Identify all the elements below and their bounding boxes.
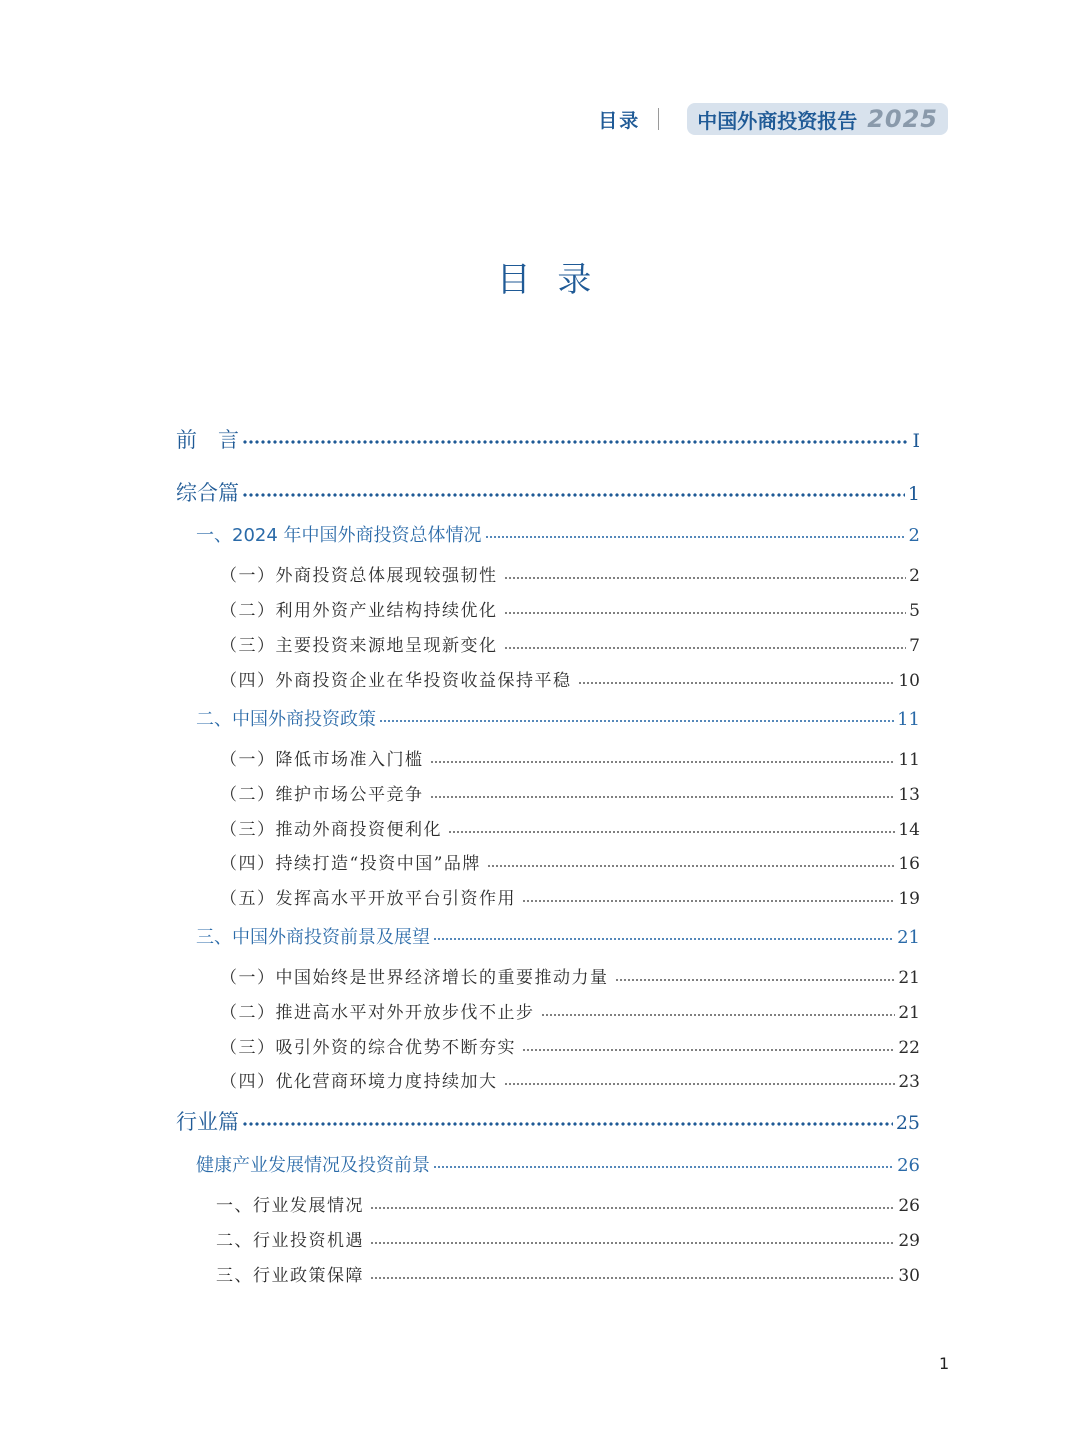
report-year: 2025 [867, 105, 938, 133]
dot-leader [430, 783, 896, 800]
dot-leader [504, 599, 907, 616]
toc-entry-label: （三）吸引外资的综合优势不断夯实 [220, 1038, 516, 1058]
dot-leader [379, 707, 894, 725]
toc-entry-ch3-s3[interactable] [220, 1033, 920, 1058]
dot-leader [370, 1264, 895, 1281]
toc-entry-label: （三）推动外商投资便利化 [220, 820, 442, 840]
toc-entry-ch3-s4[interactable] [220, 1067, 920, 1092]
toc-entry-ind1-s1[interactable] [216, 1191, 920, 1216]
toc-entry-page: 25 [895, 1112, 920, 1134]
dot-leader [430, 748, 896, 765]
toc-entry-page: 13 [898, 785, 920, 805]
toc-entry-page: 11 [897, 709, 920, 730]
toc-entry-page: 7 [909, 636, 920, 656]
toc-entry-ch2-s4[interactable] [220, 849, 920, 874]
toc-entry-ch3-s1[interactable] [220, 963, 920, 988]
dot-leader [485, 523, 906, 541]
toc-entry-label: （四）持续打造“投资中国”品牌 [220, 854, 481, 874]
toc-entry-page: 21 [897, 927, 920, 948]
toc-entry-page: 14 [898, 820, 920, 840]
dot-leader [522, 887, 895, 904]
toc-entry-ch2-s1[interactable] [220, 745, 920, 770]
toc-entry-ch2-s2[interactable] [220, 780, 920, 805]
running-header [598, 102, 948, 136]
toc-entry-page: 21 [898, 1003, 920, 1023]
toc-entry-page: 2 [909, 566, 920, 586]
dot-leader [578, 669, 896, 686]
toc-entry-preface[interactable] [176, 424, 920, 454]
toc-entry-page: 1 [907, 483, 920, 505]
header-divider [658, 108, 659, 130]
toc-entry-label: （二）利用外资产业结构持续优化 [220, 601, 498, 621]
header-section-label: 目录 [598, 109, 641, 132]
toc-entry-page: 19 [898, 889, 920, 909]
toc-entry-label: （一）中国始终是世界经济增长的重要推动力量 [220, 968, 609, 988]
dot-leader [615, 966, 896, 983]
toc-entry-ind1[interactable] [196, 1151, 920, 1177]
toc-entry-ch2[interactable] [196, 705, 920, 731]
dot-leader [433, 1153, 894, 1171]
toc-entry-ch3-s2[interactable] [220, 998, 920, 1023]
toc-entry-label: （一）外商投资总体展现较强韧性 [220, 566, 498, 586]
toc-entry-ch2-s5[interactable] [220, 884, 920, 909]
toc-entry-label: 一、行业发展情况 [216, 1196, 364, 1216]
toc-entry-page: 26 [897, 1155, 920, 1176]
report-title: 中国外商投资报告 [697, 108, 858, 133]
toc-entry-page: 26 [898, 1196, 920, 1216]
dot-leader [242, 1109, 893, 1129]
toc-entry-ch2-s3[interactable] [220, 815, 920, 840]
toc-entry-page: 23 [898, 1072, 920, 1092]
toc-entry-label: （二）推进高水平对外开放步伐不止步 [220, 1003, 535, 1023]
toc-entry-label: （四）优化营商环境力度持续加大 [220, 1072, 498, 1092]
dot-leader [242, 480, 905, 500]
toc-entry-label: 综合篇 [176, 481, 239, 505]
dot-leader [370, 1229, 895, 1246]
toc-entry-page: 22 [898, 1038, 920, 1058]
toc-entry-part1[interactable] [176, 477, 920, 507]
toc-entry-ch1[interactable] [196, 521, 920, 547]
toc-entry-page: 10 [898, 671, 920, 691]
dot-leader [504, 564, 907, 581]
dot-leader [504, 634, 907, 651]
toc-entry-ch1-s4[interactable] [220, 666, 920, 691]
dot-leader [522, 1036, 895, 1053]
toc-entry-page: 2 [908, 525, 920, 546]
toc-entry-ch1-s1[interactable] [220, 561, 920, 586]
toc-entry-label: 健康产业发展情况及投资前景 [196, 1155, 430, 1176]
toc-entry-label: 二、中国外商投资政策 [196, 709, 376, 730]
toc-entry-label: （三）主要投资来源地呈现新变化 [220, 636, 498, 656]
page-number: 1 [939, 1354, 950, 1373]
toc-entry-ch1-s2[interactable] [220, 596, 920, 621]
toc-entry-label: （四）外商投资企业在华投资收益保持平稳 [220, 671, 572, 691]
toc-entry-label: （一）降低市场准入门槛 [220, 750, 424, 770]
toc-entry-page: 5 [909, 601, 920, 621]
page-title: 目 录 [496, 260, 600, 300]
toc-entry-ind1-s3[interactable] [216, 1261, 920, 1286]
dot-leader [242, 427, 909, 447]
toc-entry-page: 11 [898, 750, 920, 770]
dot-leader [370, 1194, 895, 1211]
toc-entry-page: 30 [898, 1266, 920, 1286]
toc-entry-ch3[interactable] [196, 923, 920, 949]
dot-leader [448, 818, 895, 835]
toc-entry-label: （五）发挥高水平开放平台引资作用 [220, 889, 516, 909]
toc-entry-page: I [912, 430, 920, 452]
dot-leader [487, 852, 895, 869]
toc-entry-part2[interactable] [176, 1106, 920, 1136]
toc-entry-label: 三、中国外商投资前景及展望 [196, 927, 430, 948]
toc-entry-label: （二）维护市场公平竞争 [220, 785, 424, 805]
dot-leader [504, 1070, 896, 1087]
toc-entry-ch1-s3[interactable] [220, 631, 920, 656]
dot-leader [541, 1001, 896, 1018]
report-title-badge [687, 103, 948, 135]
toc-entry-page: 29 [898, 1231, 920, 1251]
toc-entry-label: 一、2024 年中国外商投资总体情况 [196, 525, 482, 546]
toc-entry-label: 三、行业政策保障 [216, 1266, 364, 1286]
toc-entry-ind1-s2[interactable] [216, 1226, 920, 1251]
dot-leader [433, 925, 894, 943]
toc-entry-page: 21 [898, 968, 920, 988]
toc-entry-page: 16 [898, 854, 920, 874]
toc-entry-label: 二、行业投资机遇 [216, 1231, 364, 1251]
toc-entry-label: 前 言 [176, 428, 239, 452]
toc-entry-label: 行业篇 [176, 1110, 239, 1134]
